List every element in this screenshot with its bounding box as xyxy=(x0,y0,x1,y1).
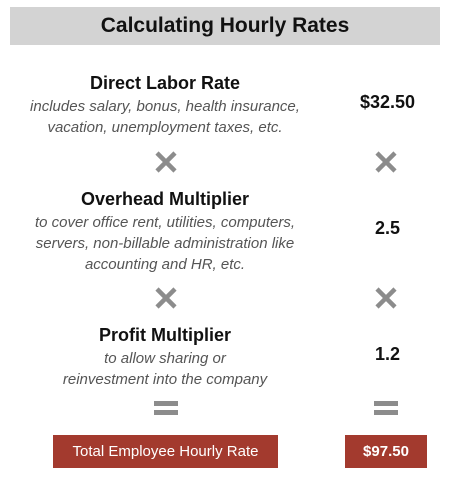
row-description-line: vacation, unemployment taxes, etc. xyxy=(47,119,283,136)
row-heading: Direct Labor Rate xyxy=(89,73,241,93)
page-title: Calculating Hourly Rates xyxy=(100,14,350,37)
total-label: Total Employee Hourly Rate xyxy=(72,443,259,460)
title-bar xyxy=(10,7,440,45)
total-value: $97.50 xyxy=(363,443,409,460)
multiply-icon xyxy=(154,286,178,310)
row-description-line: to allow sharing or xyxy=(104,350,226,367)
equals-icon xyxy=(374,400,398,416)
total-label-box xyxy=(53,435,278,468)
profit-multiplier-value: 1.2 xyxy=(374,344,401,364)
overhead-multiplier-block xyxy=(0,188,330,275)
row-description-line: reinvestment into the company xyxy=(62,371,268,388)
total-value-box xyxy=(345,435,427,468)
row-heading: Profit Multiplier xyxy=(99,325,231,345)
row-description-line: accounting and HR, etc. xyxy=(84,256,246,273)
row-description-line: to cover office rent, utilities, computers, xyxy=(34,214,296,231)
equals-icon xyxy=(154,400,178,416)
row-description-line: includes salary, bonus, health insurance, xyxy=(30,98,300,115)
multiply-icon xyxy=(374,150,398,174)
multiply-icon xyxy=(154,150,178,174)
profit-multiplier-block xyxy=(0,324,330,390)
direct-labor-value: $32.50 xyxy=(359,92,416,112)
row-heading: Overhead Multiplier xyxy=(80,189,250,209)
overhead-multiplier-value: 2.5 xyxy=(374,218,401,238)
direct-labor-block xyxy=(0,72,330,138)
multiply-icon xyxy=(374,286,398,310)
row-description-line: servers, non-billable administration like xyxy=(35,235,295,252)
